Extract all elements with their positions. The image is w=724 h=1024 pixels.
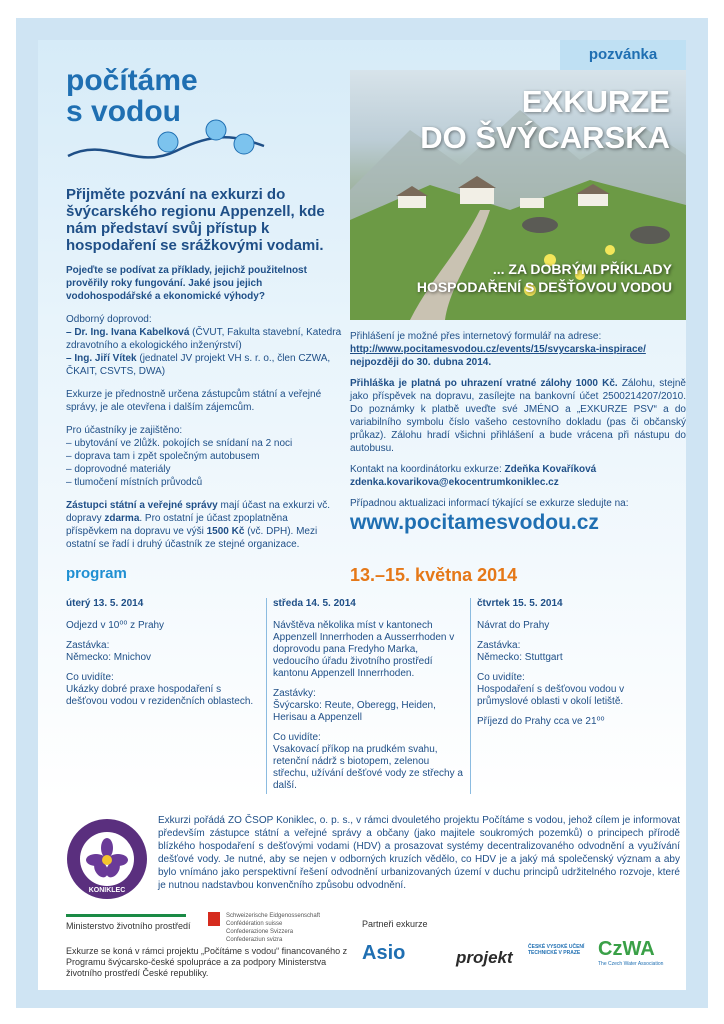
day-2-see-value: Vsakovací příkop na prudkém svahu, retenční nádrž s biotopem, zelenou střechu, užívání dešťové vody ze střechy a další.: [273, 744, 463, 791]
contact-email[interactable]: [350, 476, 686, 489]
fee-bold: Zástupci státní a veřejné správy: [66, 500, 218, 511]
program-days: [66, 598, 676, 794]
day-2-see: [273, 732, 464, 792]
logo-line1: počítáme: [66, 64, 198, 97]
swiss-text: [226, 912, 320, 944]
logo-line2: s vodou: [66, 95, 182, 128]
day-3-title: čtvrtek 15. 5. 2014: [477, 598, 563, 609]
swiss-line-3: Confederazione Svizzera: [226, 929, 294, 935]
escort-label: Odborný doprovod:: [66, 314, 152, 325]
photo-title-line1: EXKURZE: [521, 84, 670, 119]
day-3-arrival: Příjezd do Prahy cca ve 21⁰⁰: [477, 716, 605, 727]
provided-item: – ubytování ve 2lůžk. pokojích se snídaní na 2 noci: [66, 438, 293, 449]
day-1-stop-label: Zastávka:: [66, 640, 110, 651]
cvut-logo: ČESKÉ VYSOKÉ UČENÍ TECHNICKÉ V PRAZE: [528, 944, 585, 956]
invitation-tab: pozvánka: [560, 40, 686, 70]
day-1-stop-value: Německo: Mnichov: [66, 652, 152, 663]
contact-block: [350, 463, 686, 489]
provided-item: – tlumočení místních průvodců: [66, 477, 203, 488]
swiss-line-1: Schweizerische Eidgenossenschaft: [226, 913, 321, 919]
swiss-flag-icon: [208, 912, 220, 926]
czwa-logo-text: CzWA: [598, 938, 655, 960]
fee-price: 1500 Kč: [206, 526, 245, 537]
fee-part1: mají účast na exkurzi vč. dopravy: [66, 500, 330, 524]
escort-2-name: – Ing. Jiří Vítek: [66, 353, 137, 364]
intro-heading: Přijměte pozvání na exkurzi do švýcarského regionu Appenzell, kde nám představí svůj přístup k hospodaření se srážkovými vodami.: [66, 186, 325, 254]
updates-text: Případnou aktualizaci informací týkající se exkurze sledujte na:: [350, 498, 629, 509]
signup-deadline: [350, 356, 686, 369]
ministry-name: Ministerstvo životního prostředí: [66, 921, 191, 931]
contact-label: Kontakt na koordinátorku exkurze:: [350, 464, 505, 475]
ministry-logo: [66, 914, 191, 931]
swiss-line-2: Confédération suisse: [226, 921, 283, 927]
website-link[interactable]: www.pocitamesvodou.cz: [350, 511, 599, 534]
day-2: [266, 598, 470, 794]
program-date: 13.–15. května 2014: [350, 565, 518, 585]
day-3-return: Návrat do Prahy: [477, 620, 550, 631]
escort-2: [66, 352, 342, 378]
fee-part3: (vč. DPH). Mezi ostatní se řadí i druhý účastník ze stejné organizace.: [66, 526, 318, 550]
jv-projekt-logo: projekt: [456, 948, 513, 967]
day-2-see-label: Co uvidíte:: [273, 732, 321, 743]
fee-part2: . Pro ostatní je účast zpoplatněna příspěvkem na dopravu ve výši: [66, 513, 288, 537]
day-3-stop: [477, 640, 670, 664]
day-3: [470, 598, 676, 794]
provided-label: Pro účastníky je zajištěno:: [66, 425, 183, 436]
day-2-stops-label: Zastávky:: [273, 688, 316, 699]
fee-text: [66, 499, 342, 551]
photo-title: [420, 84, 670, 156]
validity-rest: Zálohu, stejně jako příspěvek na dopravu, zasílejte na bankovní účet 2500214207/2010. Do poznámky k platbě uveďte své JMÉNO a „EXKURZE PSV“ a do variabilního symbolu číslo vašeho cestovního dokladu (pas či občanský průkaz). Zálohu hradí všichni přihlášení a bude vrácena při nástupu do autobusu.: [350, 378, 686, 454]
ministry-bar: [66, 914, 186, 917]
day-2-title: středa 14. 5. 2014: [273, 598, 356, 609]
right-column: [350, 330, 686, 534]
audience-text: Exkurze je přednostně určena zástupcům státní a veřejné správy, je ale otevřena i dalším zájemcům.: [66, 389, 322, 413]
day-1-stop: [66, 640, 260, 664]
signup-deadline-text: nejpozději do 30. dubna 2014.: [350, 357, 492, 368]
photo-subtitle-line2: HOSPODAŘENÍ S DEŠŤOVOU VODOU: [416, 279, 672, 295]
hero-photo: [350, 70, 686, 320]
program-label: program: [66, 565, 127, 582]
day-2-stops: [273, 688, 464, 724]
asio-logo: Asio: [362, 942, 406, 964]
photo-subtitle-line1: ... ZA DOBRÝMI PŘÍKLADY: [492, 261, 672, 277]
validity-text: [350, 377, 686, 455]
escort-1-name: – Dr. Ing. Ivana Kabelková: [66, 327, 190, 338]
footnote: Exkurze se koná v rámci projektu „Počítáme s vodou“ financovaného z Programu švýcarsko-české spolupráce a za podpory Ministerstva životního prostředí České republiky.: [66, 946, 348, 978]
signup-text: Přihlášení je možné přes internetový formulář na adrese:: [350, 331, 602, 342]
day-3-stop-value: Německo: Stuttgart: [477, 652, 563, 663]
program-header: [38, 563, 686, 589]
signup-url-link[interactable]: http://www.pocitamesvodou.cz/events/15/svycarska-inspirace/: [350, 344, 646, 355]
day-1-title: úterý 13. 5. 2014: [66, 598, 144, 609]
day-3-see: [477, 672, 670, 708]
provided-item: – doprovodné materiály: [66, 464, 171, 475]
swiss-logo: [208, 912, 320, 944]
koniklec-seal-icon: [66, 818, 148, 900]
contact-name: Zdeňka Kovaříková: [504, 464, 597, 475]
czwa-logo-sub: The Czech Water Association: [598, 961, 664, 967]
day-2-stops-value: Švýcarsko: Reute, Oberegg, Heiden, Herisau a Appenzell: [273, 700, 436, 723]
logo-wave-icon: [66, 116, 266, 176]
contact-email-link[interactable]: zdenka.kovarikova@ekocentrumkoniklec.cz: [350, 477, 559, 488]
logo: [66, 66, 266, 176]
intro-question: Pojeďte se podívat za příklady, jejichž použitelnost prověřily roky fungování. Jaké jsou jejich vodohospodářské a ekonomické výhody?: [66, 265, 307, 302]
day-1: [66, 598, 266, 794]
day-1-see-label: Co uvidíte:: [66, 672, 114, 683]
escort-1: [66, 326, 342, 352]
provided-item: – doprava tam i zpět společným autobusem: [66, 451, 260, 462]
signup-block: [350, 330, 686, 369]
partners-label: Partneři exkurze: [362, 919, 428, 929]
czwa-logo: [598, 938, 663, 967]
day-3-see-value: Hospodaření s dešťovou vodou v průmyslové oblasti v okolí letiště.: [477, 684, 625, 707]
escort-block: [66, 313, 342, 378]
day-1-see: [66, 672, 260, 708]
day-3-see-label: Co uvidíte:: [477, 672, 525, 683]
organizer-text: Exkurzi pořádá ZO ČSOP Koniklec, o. p. s., v rámci dvouletého projektu Počítáme s vodou, jehož cílem je informovat především zástupce státní a veřejné správy a občany (jako majitele soukromých pozemků) o principech přírodě blízkého hospodaření s dešťovými vodami (HDV) a prosazovat systémy decentralizovaného odvodnění a využívání dešťové vody. Je nutné, aby se nejen v odborných kruzích vědělo, co HDV je a jaký má společenský význam a aby bylo vnímáno jako perspektivní řešení odvodnění urbanizovaných území v duchu principů udržitelného rozvoje, které je nutnou nadstavbou konvenčního způsobu odvodnění.: [158, 815, 680, 891]
fee-free: zdarma: [104, 513, 140, 524]
escort-1-details: (ČVUT, Fakulta stavební, Katedra zdravotního a ekologického inženýrství): [66, 327, 342, 351]
day-2-visit: Návštěva několika míst v kantonech Appenzell Innerrhoden a Ausserrhoden v doprovodu pana Fredyho Marka, vedoucího úřadu životního prostředí kantonu Appenzell Innerrhoden.: [273, 620, 455, 679]
escort-2-details: (jednatel JV projekt VH s. r. o., člen CZWA, ČKAIT, CSVTS, DWA): [66, 353, 331, 377]
validity-bold: Přihláška je platná po uhrazení vratné zálohy 1000 Kč.: [350, 378, 618, 389]
photo-title-line2: DO ŠVÝCARSKA: [420, 120, 670, 155]
seal-text: KONIKLEC: [88, 887, 126, 894]
left-column: [66, 186, 342, 561]
photo-subtitle: [417, 260, 672, 296]
swiss-line-4: Confederaziun svizra: [226, 937, 283, 943]
day-1-see-value: Ukázky dobré praxe hospodaření s dešťovou vodou v rezidenčních oblastech.: [66, 684, 254, 707]
day-3-stop-label: Zastávka:: [477, 640, 521, 651]
contact-line: [350, 463, 686, 476]
day-1-depart: Odjezd v 10⁰⁰ z Prahy: [66, 620, 165, 631]
provided-block: [66, 424, 342, 489]
signup-url[interactable]: [350, 343, 686, 356]
